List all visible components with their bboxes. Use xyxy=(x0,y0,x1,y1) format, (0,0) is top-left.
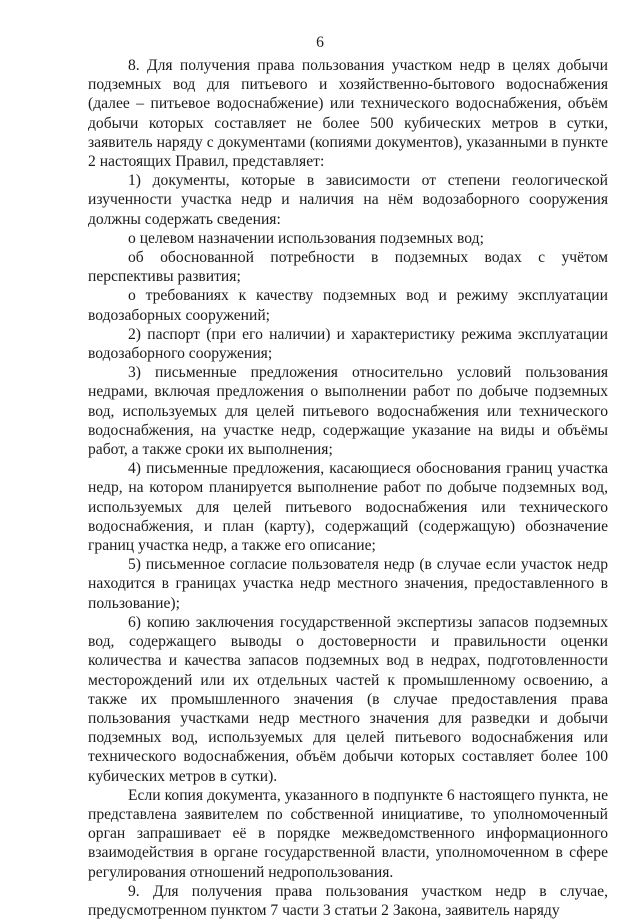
list-item-1: 1) документы, которые в зависимости от степени геологической изученности участка недр и наличия на нём водозаборного сооружения должны содержать сведения: xyxy=(88,172,608,228)
list-item-3: 3) письменные предложения относительно условий пользования недрами, включая предложения о выполнении работ по добыче подземных вод, используемых для целей питьевого водоснабжения или технического водоснабжения, на участке недр, содержащие указание на виды и объёмы работ, а также сроки их выполнения; xyxy=(88,364,608,459)
page-number: 6 xyxy=(316,34,324,51)
paragraph-8: 8. Для получения права пользования участком недр в целях добычи подземных вод для питьевого и хозяйственно-бытового водоснабжения (далее – питьевое водоснабжение) или технического водоснабжения, объём добычи которых составляет не более 500 кубических метров в сутки, заявитель наряду с документами (копиями документов), указанными в пункте 2 настоящих Правил, представляет: xyxy=(88,57,608,171)
document-body xyxy=(88,56,608,920)
paragraph-9: 9. Для получения права пользования участком недр в случае, предусмотренном пунктом 7 части 3 статьи 2 Закона, заявитель наряду xyxy=(88,882,608,919)
list-item-4: 4) письменные предложения, касающиеся обоснования границ участка недр, на котором планируется выполнение работ по добыче подземных вод, используемых для целей питьевого водоснабжения или технического водоснабжения, и план (карту), содержащий (содержащую) обозначение границ участка недр, а также его описание; xyxy=(88,460,608,555)
list-subitem-purpose: о целевом назначении использования подземных вод; xyxy=(128,229,484,247)
paragraph-note: Если копия документа, указанного в подпункте 6 настоящего пункта, не представлена заявителем по собственной инициативе, то уполномоченный орган запрашивает её в порядке межведомственного информационного взаимодействия в органе государственной власти, уполномоченном в сфере регулирования отношений недропользования. xyxy=(88,786,608,881)
list-item-5: 5) письменное согласие пользователя недр (в случае если участок недр находится в границах участка недр местного значения, предоставленного в пользование); xyxy=(88,556,608,612)
list-subitem-quality: о требованиях к качеству подземных вод и режиму эксплуатации водозаборных сооружений; xyxy=(88,287,608,324)
list-item-6: 6) копию заключения государственной экспертизы запасов подземных вод, содержащего выводы о достоверности и правильности оценки количества и качества запасов подземных вод в недрах, подготовленности месторождений или их отдельных частей к промышленному освоению, а также их промышленного значения (в случае предоставления права пользования участками недр местного значения для разведки и добычи подземных вод, используемых для целей питьевого водоснабжения или технического водоснабжения, объём добычи которых составляет более 100 кубических метров в сутки). xyxy=(88,613,608,785)
list-subitem-demand: об обоснованной потребности в подземных водах с учётом перспективы развития; xyxy=(88,249,608,286)
list-item-2: 2) паспорт (при его наличии) и характеристику режима эксплуатации водозаборного сооружения; xyxy=(88,325,608,363)
